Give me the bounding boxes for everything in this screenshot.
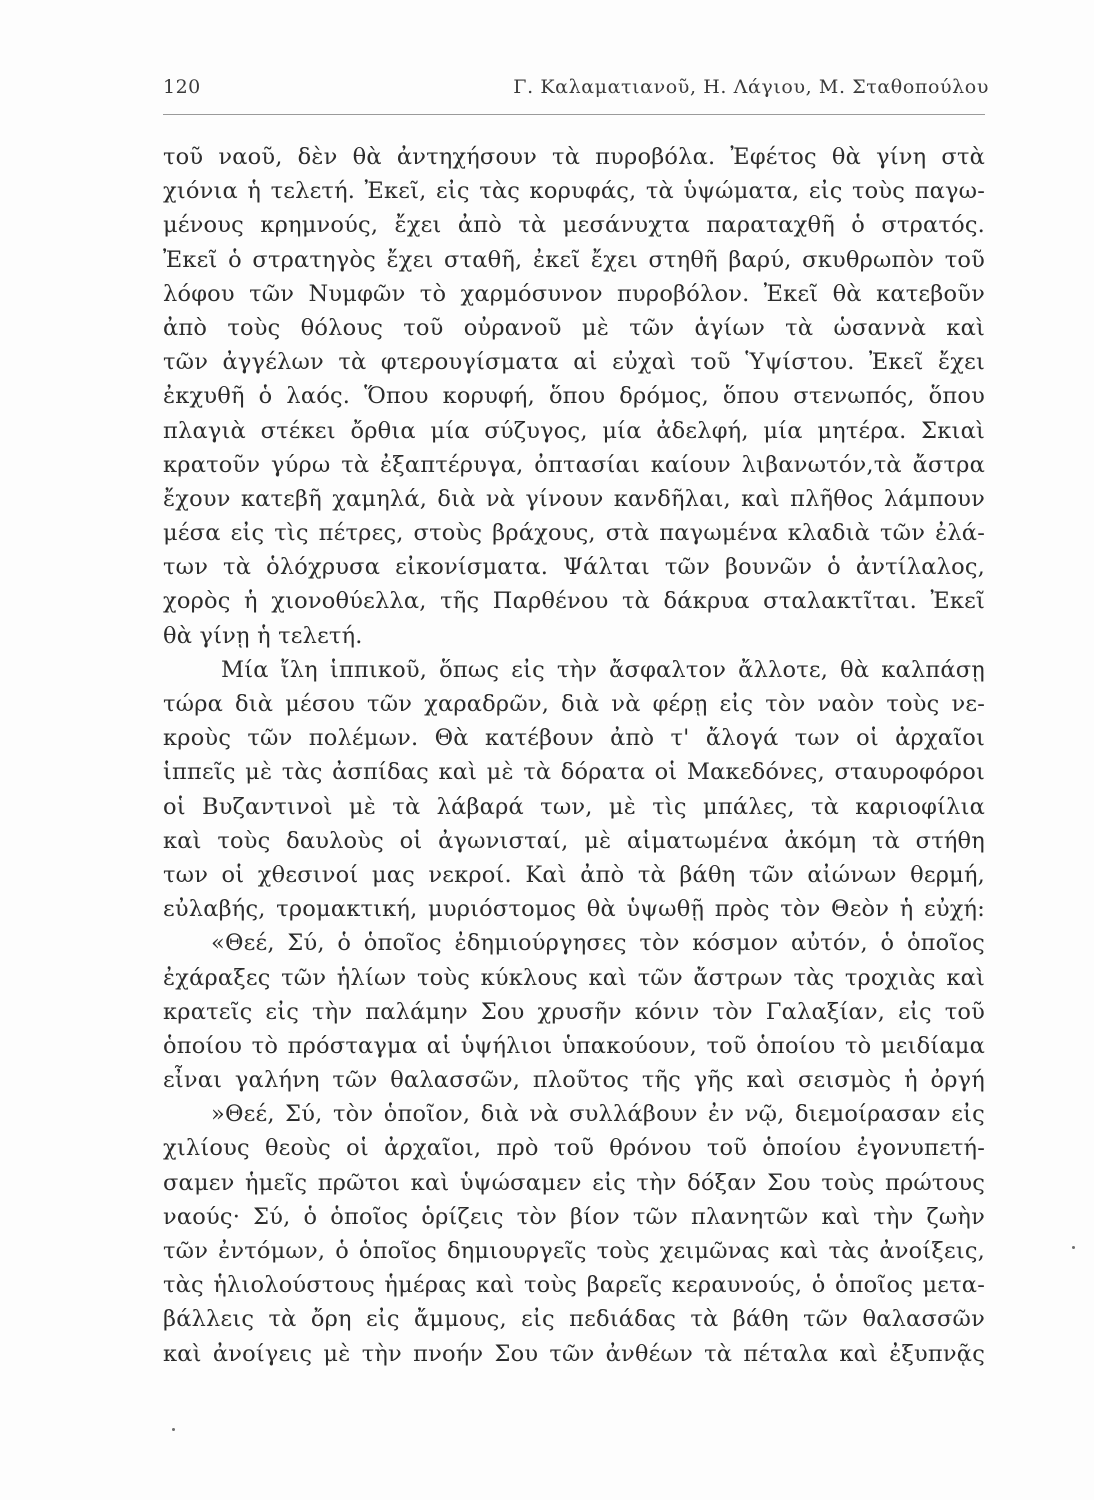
quote-paragraph — [163, 1097, 985, 1371]
text-line: εὐλαβής, τρομακτική, μυριόστομος θὰ ὑψωθῇ πρὸς τὸν Θεὸν ἡ εὐχή: — [163, 896, 985, 923]
text-line: τώρα διὰ μέσου τῶν χαραδρῶν, διὰ νὰ φέρῃ εἰς τὸν ναὸν τοὺς νε- — [163, 691, 985, 717]
text-line: ἀπὸ τοὺς θόλους τοῦ οὐρανοῦ μὲ τῶν ἁγίων τὰ ὡσαννὰ καὶ — [163, 314, 985, 341]
text-line: κροὺς τῶν πολέμων. Θὰ κατέβουν ἀπὸ τ' ἄλογά των οἱ ἀρχαῖοι — [163, 725, 985, 752]
text-line: σαμεν ἡμεῖς πρῶτοι καὶ ὑψώσαμεν εἰς τὴν δόξαν Σου τοὺς πρώτους — [163, 1169, 985, 1196]
text-line: λόφου τῶν Νυμφῶν τὸ χαρμόσυνον πυροβόλον. Ἐκεῖ θὰ κατεβοῦν — [163, 280, 985, 307]
paragraph — [163, 653, 985, 927]
text-line: ἐχάραξες τῶν ἡλίων τοὺς κύκλους καὶ τῶν ἄστρων τὰς τροχιὰς καὶ — [163, 964, 985, 991]
text-line: τῶν ἀγγέλων τὰ φτερουγίσματα αἱ εὐχαὶ τοῦ Ὑψίστου. Ἐκεῖ ἔχει — [163, 349, 985, 376]
running-head: Γ. Καλαματιανοῦ, Η. Λάγιου, Μ. Σταθοπούλου — [513, 76, 989, 98]
text-line: ναούς· Σύ, ὁ ὁποῖος ὁρίζεις τὸν βίον τῶν πλανητῶν καὶ τὴν ζωὴν — [163, 1203, 985, 1230]
quote-paragraph — [163, 926, 985, 1097]
text-line: χορὸς ἡ χιονοθύελλα, τῆς Παρθένου τὰ δάκρυα σταλακτῖται. Ἐκεῖ — [163, 588, 985, 615]
text-line: τῶν ἐντόμων, ὁ ὁποῖος δημιουργεῖς τοὺς χειμῶνας καὶ τὰς ἀνοίξεις, — [163, 1238, 985, 1264]
text-line: ὁποίου τὸ πρόσταγμα αἱ ὑψήλιοι ὑπακούουν, τοῦ ὁποίου τὸ μειδίαμα — [163, 1032, 985, 1059]
text-line: τὰς ἡλιολούστους ἡμέρας καὶ τοὺς βαρεῖς κεραυνούς, ὁ ὁποῖος μετα- — [163, 1272, 985, 1299]
text-line: χιλίους θεοὺς οἱ ἀρχαῖοι, πρὸ τοῦ θρόνου τοῦ ὁποίου ἐγονυπετή- — [163, 1135, 985, 1162]
text-line: θὰ γίνῃ ἡ τελετή. — [163, 622, 363, 649]
text-line: πλαγιὰ στέκει ὄρθια μία σύζυγος, μία ἀδελφή, μία μητέρα. Σκιαὶ — [163, 417, 985, 444]
text-line: μέσα εἰς τὶς πέτρες, στοὺς βράχους, στὰ παγωμένα κλαδιὰ τῶν ἐλά- — [163, 520, 985, 547]
text-line: κρατοῦν γύρω τὰ ἐξαπτέρυγα, ὀπτασίαι καίουν λιβανωτόν,τὰ ἄστρα — [163, 451, 985, 478]
text-line: καὶ ἀνοίγεις μὲ τὴν πνοήν Σου τῶν ἀνθέων τὰ πέταλα καὶ ἐξυπνᾷς — [163, 1340, 985, 1367]
scan-speck — [172, 1428, 175, 1431]
text-line: «Θεέ, Σύ, ὁ ὁποῖος ἐδημιούργησες τὸν κόσμον αὐτόν, ὁ ὁποῖος — [211, 930, 985, 957]
text-line: καὶ τοὺς δαυλοὺς οἱ ἀγωνισταί, μὲ αἱματωμένα ἀκόμη τὰ στήθη — [163, 827, 985, 854]
text-line: μένους κρημνούς, ἔχει ἀπὸ τὰ μεσάνυχτα παραταχθῆ ὁ στρατός. — [163, 212, 985, 239]
text-line: κρατεῖς εἰς τὴν παλάμην Σου χρυσῆν κόνιν τὸν Γαλαξίαν, εἰς τοῦ — [163, 998, 985, 1025]
text-line: των τὰ ὁλόχρυσα εἰκονίσματα. Ψάλται τῶν βουνῶν ὁ ἀντίλαλος, — [163, 554, 985, 581]
text-line: ἔχουν κατεβῆ χαμηλά, διὰ νὰ γίνουν κανδῆλαι, καὶ πλῆθος λάμπουν — [163, 485, 985, 512]
text-line: εἶναι γαλήνη τῶν θαλασσῶν, πλοῦτος τῆς γῆς καὶ σεισμὸς ἡ ὀργή — [163, 1067, 985, 1094]
scan-speck — [1072, 1246, 1075, 1249]
text-line: τοῦ ναοῦ, δὲν θὰ ἀντηχήσουν τὰ πυροβόλα. Ἐφέτος θὰ γίνη στὰ — [163, 144, 985, 170]
paragraph — [163, 140, 985, 653]
header-rule — [163, 114, 985, 115]
text-line: οἱ Βυζαντινοὶ μὲ τὰ λάβαρά των, μὲ τὶς μπάλες, τὰ καριοφίλια — [163, 793, 985, 820]
text-line: χιόνια ἡ τελετή. Ἐκεῖ, εἰς τὰς κορυφάς, τὰ ὑψώματα, εἰς τοὺς παγω- — [163, 178, 985, 205]
page-number: 120 — [163, 76, 201, 98]
text-line: ἱππεῖς μὲ τὰς ἀσπίδας καὶ μὲ τὰ δόρατα οἱ Μακεδόνες, σταυροφόροι — [163, 759, 985, 786]
text-line: των οἱ χθεσινοί μας νεκροί. Καὶ ἀπὸ τὰ βάθη τῶν αἰώνων θερμή, — [163, 861, 985, 888]
body-text — [163, 140, 985, 1371]
text-line: ἐκχυθῆ ὁ λαός. Ὅπου κορυφή, ὅπου δρόμος, ὅπου στενωπός, ὅπου — [163, 383, 985, 410]
text-line: βάλλεις τὰ ὄρη εἰς ἄμμους, εἰς πεδιάδας τὰ βάθη τῶν θαλασσῶν — [163, 1306, 985, 1333]
page-header — [163, 70, 989, 110]
text-line: »Θεέ, Σύ, τὸν ὁποῖον, διὰ νὰ συλλάβουν ἐν νῷ, διεμοίρασαν εἰς — [211, 1101, 985, 1128]
text-line: Ἐκεῖ ὁ στρατηγὸς ἔχει σταθῆ, ἐκεῖ ἔχει στηθῆ βαρύ, σκυθρωπὸν τοῦ — [163, 246, 985, 273]
text-line: Μία ἴλη ἱππικοῦ, ὅπως εἰς τὴν ἄσφαλτον ἄλλοτε, θὰ καλπάσῃ — [221, 656, 985, 683]
